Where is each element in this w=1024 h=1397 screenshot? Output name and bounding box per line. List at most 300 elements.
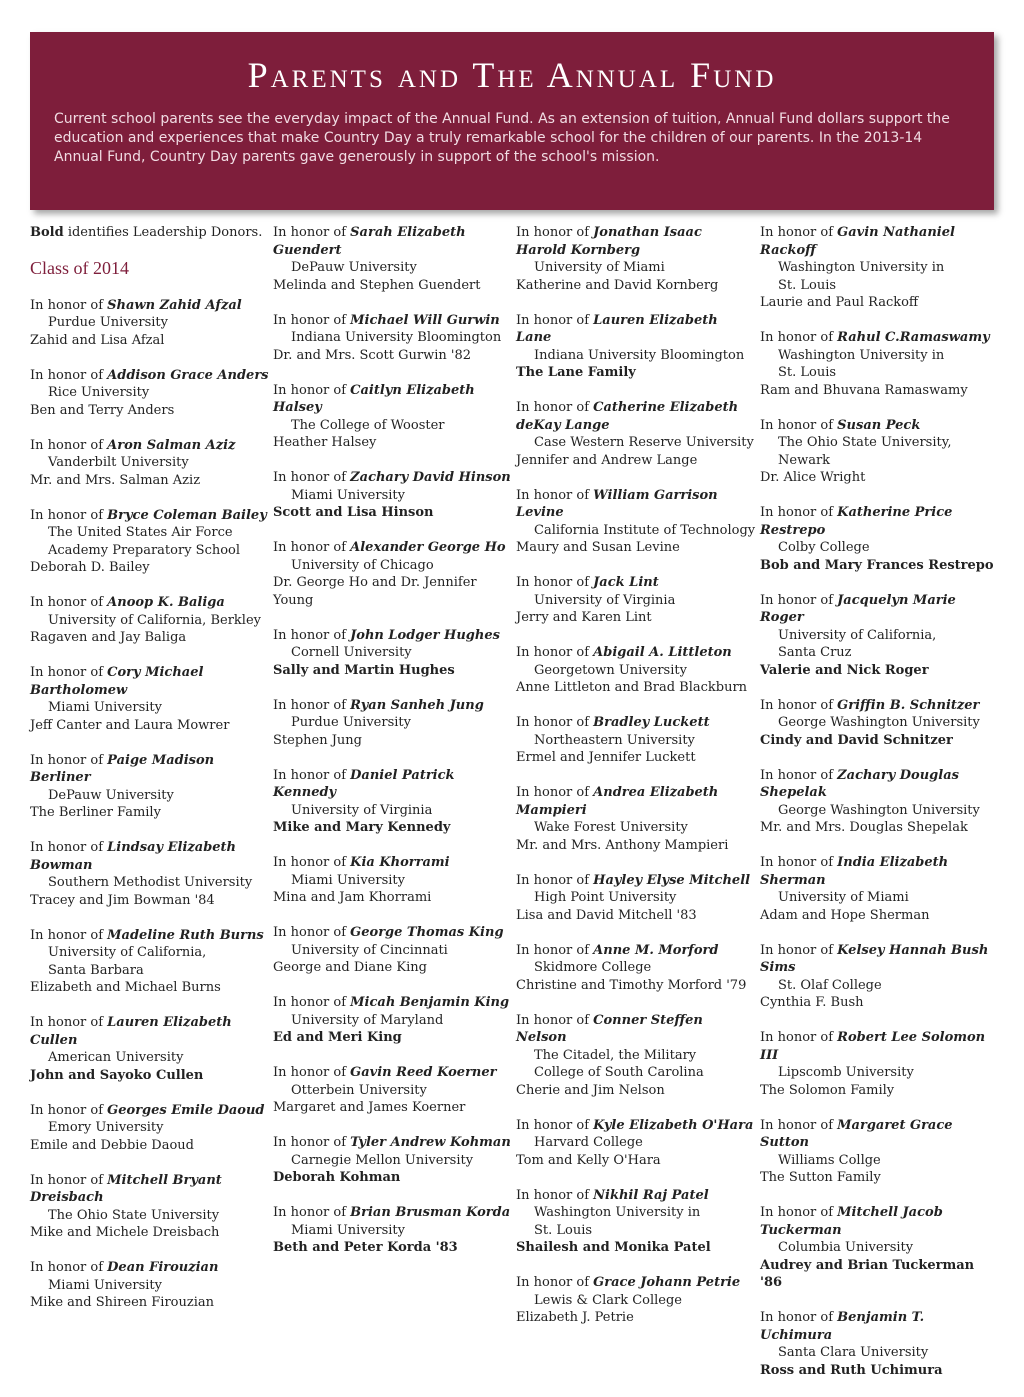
honor-entry	[516, 312, 756, 382]
honor-prefix: In honor of	[273, 470, 351, 485]
donor-name: Christine and Timothy Morford '79	[516, 977, 747, 993]
honor-entry	[273, 697, 513, 750]
honor-entry	[760, 942, 1000, 1012]
honor-prefix: In honor of	[273, 697, 351, 713]
donor-name: Shailesh and Monika Patel	[516, 1240, 711, 1255]
honoree-name: Susan Peck	[837, 417, 921, 433]
honoree-name: Zachary Douglas Shepelak	[760, 767, 959, 800]
college-name: Indiana University Bloomington	[291, 330, 502, 345]
honoree-name: Conner Steffen Nelson	[516, 1012, 703, 1045]
honor-line	[30, 839, 270, 874]
donor-name: Stephen Jung	[273, 732, 362, 748]
donor-name: The Lane Family	[516, 365, 636, 380]
donor-name: Mike and Shireen Firouzian	[30, 1295, 215, 1310]
college-name: University of Chicago	[291, 557, 434, 573]
honor-prefix: In honor of	[30, 297, 108, 313]
honor-line	[760, 592, 1000, 627]
honoree-name: Jack Lint	[593, 575, 659, 590]
donor-name: Lisa and David Mitchell '83	[516, 907, 697, 923]
honoree-name: Benjamin T. Uchimura	[760, 1310, 925, 1343]
honor-prefix: In honor of	[30, 595, 108, 610]
honor-entry	[30, 752, 270, 822]
honoree-name: Bryce Coleman Bailey	[107, 507, 267, 523]
honor-prefix: In honor of	[30, 1260, 108, 1275]
honor-prefix: In honor of	[30, 1015, 108, 1030]
honor-line	[516, 872, 756, 890]
honoree-name: Kyle Elizabeth O'Hara	[593, 1117, 754, 1133]
honor-prefix: In honor of	[273, 627, 351, 643]
honoree-name: Paige Madison Berliner	[30, 752, 215, 785]
college-name: Miami University	[291, 1222, 405, 1238]
honor-prefix: In honor of	[760, 1310, 838, 1325]
honor-prefix: In honor of	[273, 225, 351, 240]
honor-prefix: In honor of	[30, 367, 108, 383]
honor-entry	[30, 367, 270, 420]
honor-entry	[516, 1012, 756, 1100]
honor-line	[516, 1012, 756, 1047]
honor-prefix: In honor of	[30, 1102, 108, 1118]
honoree-name: Mitchell Jacob Tuckerman	[760, 1205, 943, 1238]
honoree-name: Anoop K. Baliga	[107, 595, 225, 610]
honor-line	[516, 312, 756, 347]
honor-entry	[30, 437, 270, 490]
donor-name: Elizabeth J. Petrie	[516, 1310, 634, 1325]
honor-prefix: In honor of	[760, 505, 838, 520]
donor-name: The Solomon Family	[760, 1082, 895, 1098]
honor-prefix: In honor of	[760, 767, 838, 783]
honor-prefix: In honor of	[516, 575, 594, 590]
honor-entry	[30, 839, 270, 909]
donor-name: Beth and Peter Korda '83	[273, 1240, 458, 1255]
honor-prefix: In honor of	[516, 1117, 594, 1133]
donor-name: Ram and Bhuvana Ramaswamy	[760, 382, 968, 398]
honoree-name: Zachary David Hinson	[350, 470, 511, 485]
donor-name: Mike and Mary Kennedy	[273, 820, 451, 835]
honor-prefix: In honor of	[760, 1117, 838, 1133]
donor-name: Mike and Michele Dreisbach	[30, 1225, 220, 1240]
honor-line	[760, 767, 1000, 802]
college-name: Skidmore College	[534, 960, 652, 975]
honor-line	[516, 1274, 756, 1292]
honor-prefix: In honor of	[760, 1030, 838, 1045]
college-name: College of South Carolina	[534, 1065, 704, 1080]
honor-prefix: In honor of	[273, 1065, 351, 1080]
honor-prefix: In honor of	[30, 507, 108, 523]
honoree-name: Alexander George Ho	[350, 540, 506, 555]
honoree-name: Ryan Sanheh Jung	[350, 697, 484, 713]
college-name: Southern Methodist University	[48, 875, 253, 890]
honoree-name: Jonathan Isaac Harold Kornberg	[516, 225, 702, 258]
donor-name: Mina and Jam Khorrami	[273, 890, 432, 905]
honoree-name: Kelsey Hannah Bush Sims	[760, 942, 989, 975]
honor-prefix: In honor of	[30, 752, 108, 768]
honoree-name: Caitlyn Elizabeth Halsey	[273, 382, 475, 415]
college-name: Purdue University	[48, 315, 168, 330]
donor-name: Elizabeth and Michael Burns	[30, 980, 221, 995]
banner-description: Current school parents see the everyday impact of the Annual Fund. As an extension of tuition, Annual Fund dollars support the education and experiences that make Country Day a truly remarkable school for the children of our parents. In the 2013-14 Annual Fund, Country Day parents gave generously in support of the school's mission.	[54, 111, 950, 165]
honor-entry	[30, 1259, 270, 1312]
honor-line	[273, 469, 513, 487]
honor-line	[30, 367, 270, 385]
honor-line	[760, 854, 1000, 889]
honoree-name: Catherine Elizabeth deKay Lange	[516, 400, 739, 433]
honor-line	[30, 1102, 270, 1120]
honoree-name: Michael Will Gurwin	[350, 312, 500, 328]
honor-entry	[273, 767, 513, 837]
honor-prefix: In honor of	[516, 872, 594, 888]
honor-prefix: In honor of	[516, 715, 594, 730]
honor-line	[30, 1259, 270, 1277]
honor-line	[30, 297, 270, 315]
honor-line	[273, 382, 513, 417]
header-banner	[30, 32, 994, 210]
honor-line	[516, 644, 756, 662]
page-title: Parents and The Annual Fund	[247, 55, 777, 95]
honor-prefix: In honor of	[760, 330, 838, 345]
college-name: University of California,	[778, 627, 937, 643]
college-name: Purdue University	[291, 715, 411, 730]
honoree-name: Abigail A. Littleton	[593, 645, 732, 660]
college-name: St. Louis	[778, 277, 837, 293]
honoree-name: Margaret Grace Sutton	[760, 1117, 953, 1150]
college-name: St. Louis	[778, 365, 837, 380]
honor-entry	[516, 784, 756, 854]
column-2	[273, 224, 513, 1274]
honor-prefix: In honor of	[273, 1135, 351, 1150]
donor-name: Bob and Mary Frances Restrepo	[760, 557, 994, 573]
college-name: Colby College	[778, 540, 870, 555]
honor-entry	[760, 417, 1000, 487]
college-name: Carnegie Mellon University	[291, 1152, 474, 1168]
donor-name: Laurie and Paul Rackoff	[760, 295, 919, 310]
honor-prefix: In honor of	[516, 400, 594, 415]
college-name: Wake Forest University	[534, 820, 688, 835]
donor-name: Zahid and Lisa Afzal	[30, 332, 165, 348]
honoree-name: Gavin Nathaniel Rackoff	[760, 225, 955, 258]
honor-prefix: In honor of	[273, 382, 351, 398]
honor-line	[30, 594, 270, 612]
honoree-name: Shawn Zahid Afzal	[107, 297, 242, 313]
honor-entry	[273, 224, 513, 294]
donor-name: Jerry and Karen Lint	[516, 610, 652, 625]
donor-name: Mr. and Mrs. Salman Aziz	[30, 472, 201, 488]
honoree-name: Kia Khorrami	[350, 855, 450, 870]
donor-name: Valerie and Nick Roger	[760, 662, 929, 678]
honor-entry	[516, 714, 756, 767]
honor-line	[273, 224, 513, 259]
honor-line	[516, 224, 756, 259]
honor-prefix: In honor of	[273, 312, 351, 328]
honor-entry	[273, 924, 513, 977]
college-name: University of Cincinnati	[291, 942, 448, 958]
honor-entry	[516, 872, 756, 925]
honor-prefix: In honor of	[516, 1275, 594, 1290]
college-name: American University	[48, 1050, 184, 1065]
honoree-name: Aron Salman Aziz	[107, 437, 236, 453]
honor-line	[273, 312, 513, 330]
donor-name: Melinda and Stephen Guendert	[273, 277, 481, 293]
honor-entry	[273, 1134, 513, 1187]
college-name: University of Miami	[778, 890, 909, 905]
honor-line	[273, 854, 513, 872]
honor-line	[273, 539, 513, 557]
honor-entry	[516, 1117, 756, 1170]
honor-line	[273, 1204, 513, 1222]
honoree-name: Georges Emile Daoud	[107, 1102, 265, 1118]
column-3	[516, 224, 756, 1344]
donor-name: Ermel and Jennifer Luckett	[516, 750, 696, 765]
donor-name: Deborah D. Bailey	[30, 560, 150, 575]
college-name: Miami University	[291, 487, 405, 503]
honor-entry	[516, 644, 756, 697]
honor-entry	[273, 1204, 513, 1257]
honoree-name: Micah Benjamin King	[350, 995, 510, 1010]
honor-entry	[30, 297, 270, 350]
donor-name: Margaret and James Koerner	[273, 1100, 466, 1115]
honor-line	[30, 507, 270, 525]
college-name: Santa Barbara	[48, 962, 144, 978]
college-name: Vanderbilt University	[48, 455, 189, 470]
donor-name: Cynthia F. Bush	[760, 995, 864, 1010]
honoree-name: Grace Johann Petrie	[593, 1275, 741, 1290]
honor-prefix: In honor of	[516, 225, 594, 240]
honor-line	[516, 1117, 756, 1135]
honoree-name: Bradley Luckett	[593, 715, 710, 730]
college-name: DePauw University	[291, 260, 417, 275]
honoree-name: Jacquelyn Marie Roger	[760, 592, 956, 625]
honor-line	[760, 417, 1000, 435]
honoree-name: Cory Michael Bartholomew	[30, 665, 204, 698]
college-name: Newark	[778, 452, 831, 468]
donor-name: Ragaven and Jay Baliga	[30, 630, 187, 645]
honor-entry	[516, 1274, 756, 1327]
college-name: Harvard College	[534, 1135, 643, 1150]
honor-prefix: In honor of	[516, 312, 594, 328]
honor-prefix: In honor of	[760, 592, 838, 608]
honor-entry	[516, 487, 756, 557]
honoree-name: Andrea Elizabeth Mampieri	[516, 785, 719, 818]
honoree-name: Tyler Andrew Kohman	[350, 1135, 511, 1150]
honor-prefix: In honor of	[30, 437, 108, 453]
honor-line	[30, 752, 270, 787]
honor-line	[516, 714, 756, 732]
donor-name: Katherine and David Kornberg	[516, 277, 719, 293]
honor-line	[30, 437, 270, 455]
honor-entry	[273, 469, 513, 522]
honor-entry	[30, 664, 270, 734]
college-name: George Washington University	[778, 802, 980, 818]
honoree-name: India Elizabeth Sherman	[760, 855, 949, 888]
honor-line	[760, 942, 1000, 977]
honoree-name: George Thomas King	[350, 925, 504, 940]
honoree-name: Anne M. Morford	[593, 942, 719, 958]
honor-entry	[516, 942, 756, 995]
donor-name: Tracey and Jim Bowman '84	[30, 892, 215, 908]
donor-name: Cindy and David Schnitzer	[760, 732, 953, 748]
honor-entry	[516, 399, 756, 469]
honor-prefix: In honor of	[760, 417, 838, 433]
honor-line	[760, 1029, 1000, 1064]
college-name: University of Virginia	[291, 802, 433, 818]
donor-name: Dr. and Mrs. Scott Gurwin '82	[273, 347, 471, 363]
honor-line	[760, 504, 1000, 539]
honor-entry	[760, 854, 1000, 924]
honor-prefix: In honor of	[30, 1172, 108, 1188]
honor-line	[516, 1187, 756, 1205]
honoree-name: William Garrison Levine	[516, 487, 718, 520]
honor-line	[273, 627, 513, 645]
honor-entry	[30, 927, 270, 997]
donor-name: Deborah Kohman	[273, 1170, 401, 1185]
college-name: The Citadel, the Military	[534, 1047, 697, 1063]
honor-line	[516, 784, 756, 819]
honor-line	[273, 994, 513, 1012]
college-name: Emory University	[48, 1120, 164, 1135]
honoree-name: Sarah Elizabeth Guendert	[273, 225, 466, 258]
college-name: University of Virginia	[534, 592, 676, 608]
honoree-name: Lauren Elizabeth Cullen	[30, 1015, 232, 1048]
honor-entry	[760, 1117, 1000, 1187]
honoree-name: Rahul C.Ramaswamy	[837, 330, 990, 345]
honor-entry	[273, 994, 513, 1047]
honor-entry	[273, 539, 513, 609]
college-name: Santa Clara University	[778, 1345, 929, 1360]
donor-name: Audrey and Brian Tuckerman '86	[760, 1257, 975, 1290]
honoree-name: Addison Grace Anders	[107, 367, 269, 383]
honor-entry	[760, 697, 1000, 750]
college-name: Indiana University Bloomington	[534, 347, 745, 363]
legend-bold-word: Bold	[30, 225, 64, 240]
honor-line	[760, 1204, 1000, 1239]
honor-entry	[760, 504, 1000, 574]
college-name: The Ohio State University	[48, 1207, 220, 1223]
college-name: University of Miami	[534, 260, 665, 275]
class-heading: Class of 2014	[30, 257, 129, 278]
college-name: Academy Preparatory School	[48, 542, 241, 558]
donor-name: Jeff Canter and Laura Mowrer	[30, 717, 230, 733]
honor-prefix: In honor of	[760, 942, 838, 958]
college-name: Santa Cruz	[778, 645, 852, 660]
college-name: Washington University in	[534, 1205, 701, 1220]
honoree-name: Lindsay Elizabeth Bowman	[30, 840, 237, 873]
donor-name: Heather Halsey	[273, 435, 377, 450]
honor-prefix: In honor of	[273, 855, 351, 870]
college-name: Miami University	[48, 700, 162, 715]
college-name: Georgetown University	[534, 662, 687, 678]
honor-entry	[760, 592, 1000, 680]
college-name: St. Olaf College	[778, 977, 882, 993]
honor-entry	[30, 507, 270, 577]
honor-entry	[30, 1102, 270, 1155]
college-name: The College of Wooster	[291, 417, 445, 433]
honoree-name: Daniel Patrick Kennedy	[273, 767, 455, 800]
college-name: Columbia University	[778, 1240, 914, 1255]
honoree-name: Madeline Ruth Burns	[107, 927, 264, 943]
college-name: Lipscomb University	[778, 1065, 914, 1080]
honor-entry	[273, 312, 513, 365]
honoree-name: Nikhil Raj Patel	[593, 1187, 709, 1203]
donor-name: Scott and Lisa Hinson	[273, 505, 434, 520]
honor-line	[273, 924, 513, 942]
honor-prefix: In honor of	[516, 785, 594, 800]
college-name: Northeastern University	[534, 732, 695, 748]
college-name: High Point University	[534, 890, 677, 905]
honor-line	[30, 1014, 270, 1049]
honor-line	[760, 697, 1000, 715]
donor-name: Adam and Hope Sherman	[760, 907, 930, 923]
honor-entry	[760, 329, 1000, 399]
honor-prefix: In honor of	[760, 1205, 838, 1220]
honor-prefix: In honor of	[760, 855, 838, 870]
honor-prefix: In honor of	[516, 942, 594, 958]
honor-line	[273, 1064, 513, 1082]
donor-name: Anne Littleton and Brad Blackburn	[516, 680, 748, 695]
college-name: The Ohio State University,	[778, 435, 952, 450]
honor-entry	[30, 1014, 270, 1084]
honoree-name: Dean Firouzian	[107, 1260, 219, 1275]
college-name: Otterbein University	[291, 1082, 427, 1098]
honor-prefix: In honor of	[516, 1187, 594, 1203]
honor-line	[760, 1309, 1000, 1344]
honor-line	[760, 329, 1000, 347]
honoree-name: Mitchell Bryant Dreisbach	[30, 1172, 222, 1205]
college-name: Lewis & Clark College	[534, 1292, 682, 1308]
college-name: University of California, Berkley	[48, 612, 261, 628]
honor-prefix: In honor of	[760, 697, 838, 713]
honor-entry	[760, 1029, 1000, 1099]
honor-prefix: In honor of	[30, 840, 108, 855]
honor-entry	[760, 1309, 1000, 1379]
honor-entry	[760, 1204, 1000, 1292]
donor-name: Mr. and Mrs. Douglas Shepelak	[760, 820, 968, 835]
college-name: Williams Collge	[778, 1152, 881, 1168]
honor-entry	[273, 854, 513, 907]
honoree-name: Gavin Reed Koerner	[350, 1065, 497, 1080]
honor-line	[273, 767, 513, 802]
donor-name: Ben and Terry Anders	[30, 402, 175, 418]
honor-line	[760, 224, 1000, 259]
honor-line	[516, 574, 756, 592]
donor-name: Sally and Martin Hughes	[273, 662, 455, 678]
donor-name: Maury and Susan Levine	[516, 540, 680, 555]
honor-prefix: In honor of	[273, 767, 351, 783]
donor-name: Mr. and Mrs. Anthony Mampieri	[516, 837, 729, 853]
honor-line	[273, 1134, 513, 1152]
donor-name: Tom and Kelly O'Hara	[516, 1152, 661, 1168]
honor-line	[30, 1172, 270, 1207]
honor-entry	[30, 594, 270, 647]
college-name: The United States Air Force	[48, 525, 233, 540]
honor-prefix: In honor of	[516, 487, 594, 503]
honoree-name: Lauren Elizabeth Lane	[516, 312, 718, 345]
honor-line	[30, 927, 270, 945]
honor-entry	[516, 224, 756, 294]
donor-name: The Sutton Family	[760, 1170, 881, 1185]
honor-entry	[760, 767, 1000, 837]
college-name: Rice University	[48, 385, 150, 400]
honoree-name: Hayley Elyse Mitchell	[593, 872, 751, 888]
donor-name: Emile and Debbie Daoud	[30, 1137, 194, 1153]
honor-line	[30, 664, 270, 699]
honor-prefix: In honor of	[273, 540, 351, 555]
donor-name: Ed and Meri King	[273, 1030, 402, 1045]
donor-name: Ross and Ruth Uchimura	[760, 1362, 943, 1378]
donor-name: Dr. George Ho and Dr. Jennifer Young	[273, 575, 477, 608]
donor-name: Dr. Alice Wright	[760, 470, 866, 485]
column-4	[760, 224, 1000, 1397]
college-name: University of Maryland	[291, 1012, 444, 1028]
college-name: Miami University	[48, 1277, 162, 1293]
